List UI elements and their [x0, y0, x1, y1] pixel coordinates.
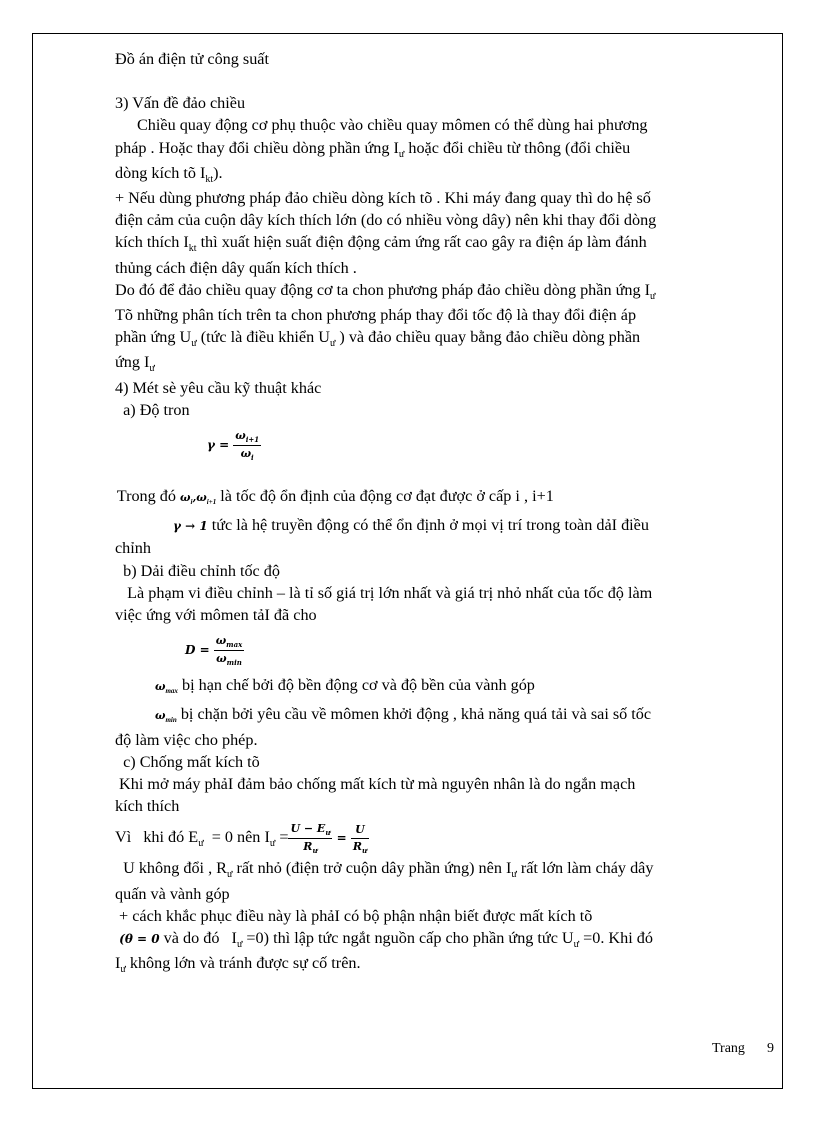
gamma-formula	[115, 421, 775, 467]
omega-symbol: ω	[155, 709, 166, 723]
text: =0. Khi đó	[579, 929, 653, 948]
paragraph-line: điện cảm của cuộn dây kích thích lớn (do có nhiều vòng dây) nên khi thay đổi dòng	[115, 211, 657, 230]
numerator	[214, 634, 245, 651]
paragraph-line	[115, 162, 775, 187]
page-footer	[712, 1041, 774, 1057]
paragraph-line: quấn và vành góp	[115, 884, 230, 903]
text: Trong đó	[113, 487, 181, 506]
denominator	[233, 446, 261, 462]
subscript: kt	[188, 243, 197, 255]
text: =	[275, 828, 289, 847]
text: bị chặn bởi yêu cầu về mômen khởi động , khả năng quá tải và sai số tốc	[176, 705, 652, 724]
paragraph-line: kích thích	[115, 797, 180, 816]
text: tức là hệ truyền động có thể ổn định ở mọi vị trí trong toàn dảI điều	[207, 516, 649, 535]
subscript: ư	[398, 148, 405, 160]
text: ứng I	[115, 353, 150, 372]
paragraph-line	[115, 952, 775, 977]
text: (tức là điều khiển U	[196, 328, 330, 347]
text: U	[355, 822, 365, 836]
subsection-a-heading: a) Độ tron	[115, 400, 190, 419]
subscript: ư	[226, 869, 233, 881]
text: ) và đảo chiều quay bằng đảo chiều dòng phần	[335, 328, 641, 347]
numerator	[233, 429, 261, 446]
omega-symbol: ω	[155, 680, 166, 694]
subscript: ư	[191, 338, 197, 350]
text: = 0 nên I	[203, 828, 270, 847]
text: U không đổi , R	[115, 859, 227, 878]
subscript: ư	[198, 838, 204, 850]
text: Vì khi đó E	[115, 828, 199, 847]
subscript: ư	[650, 290, 656, 302]
spacer	[115, 467, 775, 485]
numerator	[288, 822, 332, 839]
subscript: min	[165, 716, 177, 725]
paragraph-line: chỉnh	[115, 539, 151, 558]
page-number: 9	[766, 1041, 774, 1056]
subscript: ư	[236, 939, 243, 951]
paragraph-line	[115, 351, 775, 376]
page-header-title: Đồ án điện tử công suất	[115, 50, 269, 68]
text: Do đó để đảo chiều quay động cơ ta chon phương pháp đảo chiều dòng phần ứng I	[115, 280, 651, 299]
omega-symbol: ω	[180, 491, 191, 505]
paragraph-line: Chiều quay động cơ phụ thuộc vào chiều quay mômen có thể dùng hai phương	[137, 116, 648, 135]
theta-formula: (θ = 0	[115, 932, 160, 947]
numerator	[351, 823, 369, 839]
subscript: i	[251, 452, 254, 462]
denominator	[288, 839, 332, 855]
section3-heading: 3) Vấn đề đảo chiều	[115, 94, 246, 113]
omega-symbol: ω	[216, 652, 227, 666]
document-body	[115, 48, 775, 978]
text: =0) thì lập tức ngắt nguồn cấp cho phần ứng tức U	[242, 929, 574, 948]
text: và do đó I	[159, 929, 237, 948]
omega-symbol: ,ω	[192, 491, 207, 505]
denominator	[214, 651, 245, 667]
paragraph-line: + cách khắc phục điều này là phảI có bộ phận nhận biết được mất kích tõ	[115, 906, 593, 925]
subscript: ư	[573, 939, 580, 951]
paragraph-line: thủng cách điện dây quấn kích thích .	[115, 258, 357, 277]
subscript: ư	[325, 828, 331, 838]
subscript: ư	[361, 845, 368, 855]
paragraph-line	[115, 857, 775, 882]
subscript: min	[226, 658, 242, 668]
paragraph-line: Khi mở máy phảI đảm bảo chống mất kích từ mà nguyên nhân là do ngắn mạch	[115, 775, 636, 794]
paragraph-line	[115, 703, 775, 728]
text: hoặc đổi chiều từ thông (đổi chiều	[404, 138, 631, 157]
denominator	[351, 839, 369, 855]
formula-lhs: γ =	[207, 438, 230, 453]
paragraph-line	[115, 326, 775, 351]
equals-sign: =	[332, 831, 351, 846]
section4-heading: 4) Mét sè yêu cầu kỹ thuật khác	[115, 378, 322, 397]
formula-lhs: D =	[185, 643, 210, 658]
paragraph-line	[115, 231, 775, 256]
range-formula	[115, 626, 775, 672]
text: rất lớn làm cháy dây	[516, 859, 654, 878]
text: ).	[213, 163, 223, 182]
subscript: ư	[312, 846, 318, 856]
subscript: max	[165, 687, 178, 696]
subscript: i+1	[206, 498, 217, 507]
text: bị hạn chế bởi độ bền động cơ và độ bền của vành góp	[177, 676, 535, 695]
subsection-b-heading: b) Dải điều chỉnh tốc độ	[115, 561, 280, 580]
subscript: max	[226, 640, 243, 650]
text: rất nhỏ (điện trở cuộn dây phần ứng) nên I	[232, 859, 512, 878]
paragraph-line: + Nếu dùng phương pháp đảo chiều dòng kích tõ . Khi máy đang quay thì do hệ số	[115, 189, 651, 208]
subscript: i	[190, 498, 193, 507]
subscript: ư	[149, 363, 155, 375]
text: R	[352, 839, 362, 853]
text: không lớn và tránh được sự cố trên.	[125, 954, 361, 973]
paragraph-line: độ làm việc cho phép.	[115, 730, 258, 749]
text: kích thích I	[115, 233, 189, 252]
text: U − E	[290, 822, 326, 836]
fraction	[214, 634, 245, 667]
text: thì xuất hiện suất điện động cảm ứng rất cao gây ra điện áp làm đánh	[196, 233, 647, 252]
spacer	[115, 70, 775, 92]
fraction	[288, 822, 332, 855]
omega-symbol: ω	[240, 446, 252, 460]
subscript: ư	[329, 338, 336, 350]
text: là tốc độ ổn định của động cơ đạt được ở cấp i , i+1	[216, 487, 554, 506]
text: R	[303, 840, 313, 854]
paragraph-line	[115, 514, 775, 537]
fraction	[233, 429, 261, 462]
fraction	[351, 823, 369, 855]
current-formula	[115, 817, 775, 857]
paragraph-line: việc ứng với mômen tảI đã cho	[115, 606, 317, 625]
paragraph-line	[115, 279, 775, 304]
paragraph-line: Là phạm vi điều chỉnh – là tỉ số giá trị lớn nhất và giá trị nhỏ nhất của tốc độ làm	[115, 583, 653, 602]
text: dòng kích tõ I	[115, 163, 206, 182]
omega-symbol: ω	[235, 428, 246, 442]
text: pháp . Hoặc thay đổi chiều dòng phần ứng I	[115, 138, 399, 157]
subscript: kt	[205, 173, 214, 185]
paragraph-line	[115, 927, 775, 952]
page-label: Trang	[712, 1041, 745, 1056]
paragraph-line	[115, 674, 775, 699]
paragraph-line	[113, 485, 775, 510]
subsection-c-heading: c) Chống mất kích tõ	[115, 752, 260, 771]
text: phần ứng U	[115, 328, 192, 347]
subscript: ư	[269, 838, 276, 850]
limit-formula: γ → 1	[173, 519, 208, 534]
text: I	[115, 954, 121, 973]
paragraph-line	[115, 137, 775, 162]
subscript: ư	[511, 869, 517, 881]
subscript: ư	[120, 964, 126, 976]
subscript: i+1	[245, 434, 260, 444]
paragraph-line: Tõ những phân tích trên ta chon phương pháp thay đổi tốc độ là thay đổi điện áp	[115, 306, 637, 325]
omega-symbol: ω	[215, 634, 227, 648]
